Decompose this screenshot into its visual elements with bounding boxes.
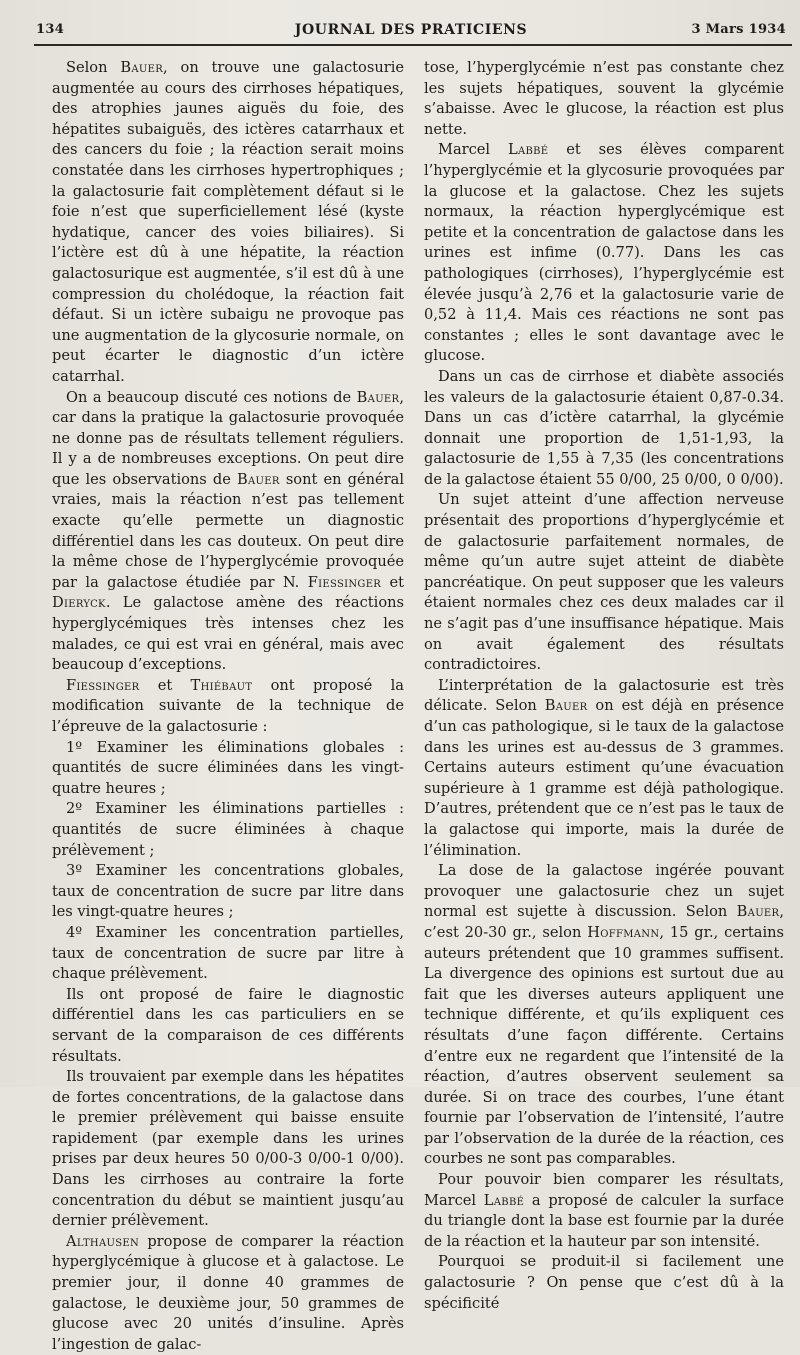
- page-number: 134: [36, 22, 65, 37]
- header-rule: [34, 44, 792, 46]
- author-name: Labbé: [507, 141, 549, 159]
- running-header: [36, 20, 786, 44]
- left-column: [52, 58, 405, 1353]
- paragraph: L’interprétation de la galactosurie est très délicate. Selon Bauer on est déjà en présence d’un cas pathologique, si le taux de la galactose dans les urines est au-dessus de 3 grammes. Certains auteurs estiment qu’une évacuation supérieure à 1 gramme est déjà pathologique. D’autres, prétendent que ce n’est pas le taux de la galactose qui importe, mais la durée de l’élimination.: [424, 676, 784, 859]
- journal-title: JOURNAL DES PRATICIENS: [294, 22, 528, 38]
- author-name: Hoffmann: [587, 923, 660, 941]
- issue-date: 3 Mars 1934: [691, 22, 786, 37]
- paragraph: Un sujet atteint d’une affection nerveuse présentait des proportions d’hyperglycémie et de galactosurie parfaitement normales, de même qu’un autre sujet atteint de diabète pancréatique. On peut supposer que les valeurs étaient normales chez ces deux malades car il ne s’agit pas d’une insuffisance hépatique. Mais on avait également des résultats contradictoires.: [424, 491, 784, 674]
- paragraph: La dose de la galactose ingérée pouvant provoquer une galactosurie chez un sujet normal est sujette à discussion. Selon Bauer, c’est 20-30 gr., selon Hoffmann, 15 gr., certains auteurs prétendent que 10 grammes suffisent. La divergence des opinions est surtout due au fait que les diverses auteurs appliquent une technique différente, et qu’ils expliquent ces résultats d’une façon différente. Certains d’entre eux ne regardent que l’intensité de la réaction, d’autres observent seulement sa durée. Si on trace des courbes, l’une étant fournie par l’observation de l’intensité, l’autre par l’observation de la durée de la réaction, ces courbes ne sont pas comparables.: [424, 862, 784, 1168]
- paragraph: Pourquoi se produit-il si facilement une galactosurie ? On pense que c’est dû à la spécificité: [424, 1253, 784, 1312]
- list-item: 3º Examiner les concentrations globales, taux de concentration de sucre par litre dans les vingt-quatre heures ;: [52, 862, 404, 921]
- author-name: Fiessinger: [307, 573, 382, 591]
- paragraph: Marcel Labbé et ses élèves comparent l’hyperglycémie et la glycosurie provoquées par la glucose et la galactose. Chez les sujets normaux, la réaction hyperglycémique est petite et la concentration de galactose dans les urines est infime (0.77). Dans les cas pathologiques (cirrhoses), l’hyperglycémie est élevée jusqu’à 2,76 et la galactosurie varie de 0,52 à 11,4. Mais ces réactions ne sont pas constantes ; elles le sont davantage avec le glucose.: [424, 141, 784, 365]
- author-name: Bauer: [120, 59, 164, 76]
- list-item: 2º Examiner les éliminations partielles : quantités de sucre éliminées à chaque prélèvement ;: [52, 800, 404, 859]
- author-name: Bauer: [237, 470, 280, 488]
- author-name: Bauer: [544, 697, 588, 715]
- right-column: [424, 58, 784, 1312]
- author-name: Labbé: [483, 1191, 525, 1209]
- list-item: 1º Examiner les éliminations globales : quantités de sucre éliminées dans les vingt-quatre heures ;: [52, 738, 404, 797]
- author-name: Bauer: [736, 903, 780, 921]
- author-name: Thiébaut: [190, 676, 253, 694]
- paragraph-continuation: tose, l’hyperglycémie n’est pas constante chez les sujets hépatiques, souvent la glycémie s’abaisse. Avec le glucose, la réaction est plus nette.: [424, 59, 784, 138]
- author-name: Althausen: [66, 1232, 140, 1250]
- list-item: 4º Examiner les concentration partielles, taux de concentration de sucre par litre à chaque prélèvement.: [52, 923, 404, 983]
- paragraph: Fiessinger et Thiébaut ont proposé la modification suivante de la technique de l’épreuve de la galactosurie :: [52, 676, 404, 735]
- paragraph: Althausen propose de comparer la réaction hyperglycémique à glucose et à galactose. Le premier jour, il donne 40 grammes de galactose, le deuxième jour, 50 grammes de glucose avec 20 unités d’insuline. Après l’ingestion de galac-: [52, 1232, 404, 1353]
- paragraph: On a beaucoup discuté ces notions de Bauer, car dans la pratique la galactosurie provoquée ne donne pas de résultats tellement réguliers. Il y a de nombreuses exceptions. On peut dire que les observations de Bauer sont en général vraies, mais la réaction n’est pas tellement exacte qu’elle permette un diagnostic différentiel dans les cas douteux. On peut dire la même chose de l’hyperglycémie provoquée par la galactose étudiée par N. Fiessinger et Dieryck. Le galactose amène des réactions hyperglycémiques très intenses chez les malades, ce qui est vrai en général, mais avec beaucoup d’exceptions.: [52, 388, 405, 674]
- author-name: Fiessinger: [66, 676, 140, 694]
- paragraph: Selon Bauer, on trouve une galactosurie augmentée au cours des cirrhoses hépatiques, des atrophies jaunes aiguës du foie, des hépatites subaiguës, des ictères catarrhaux et des cancers du foie ; la réaction serait moins constatée dans les cirrhoses hypertrophiques ; la galactosurie fait complètement défaut si le foie n’est que superficiellement lésé (kyste hydatique, cancer des voies biliaires). Si l’ictère est dû à une hépatite, la réaction galactosurique est augmentée, s’il est dû à une compression du cholédoque, la réaction fait défaut. Si un ictère subaigu ne provoque pas une augmentation de la glycosurie normale, on peut écarter le diagnostic d’un ictère catarrhal.: [52, 59, 404, 385]
- author-name: Dieryck: [52, 594, 106, 612]
- paragraph: Dans un cas de cirrhose et diabète associés les valeurs de la galactosurie étaient 0,87-0.34. Dans un cas d’ictère catarrhal, la glycémie donnait une proportion de 1,51-1,93, la galactosurie de 1,55 à 7,35 (les concentrations de la galactose étaient 55 0/00, 25 0/00, 0 0/00).: [424, 367, 784, 488]
- paragraph: Pour pouvoir bien comparer les résultats, Marcel Labbé a proposé de calculer la surface du triangle dont la base est fournie par la durée de la réaction et la hauteur par son intensité.: [424, 1171, 784, 1250]
- paragraph: Ils trouvaient par exemple dans les hépatites de fortes concentrations, de la galactose dans le premier prélèvement qui baisse ensuite rapidement (par exemple dans les urines prises par deux heures 50 0/00-3 0/00-1 0/00). Dans les cirrhoses au contraire la forte concentration du début se maintient jusqu’au dernier prélèvement.: [52, 1068, 404, 1230]
- paragraph: Ils ont proposé de faire le diagnostic différentiel dans les cas particuliers en se servant de la comparaison de ces différents résultats.: [52, 985, 404, 1065]
- author-name: Bauer: [356, 388, 400, 406]
